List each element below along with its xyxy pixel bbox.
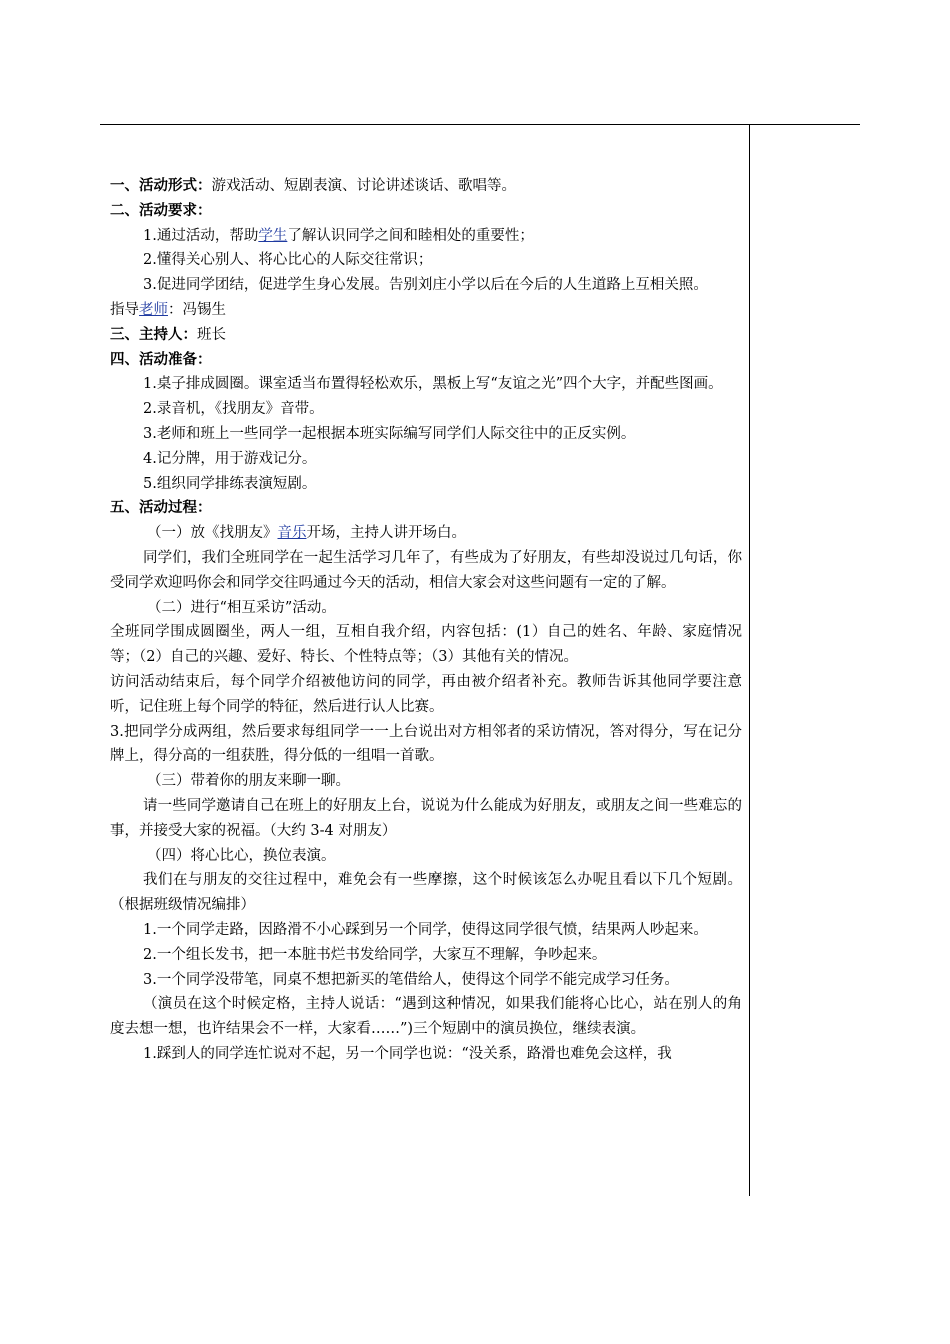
section-activity-requirements — [110, 199, 742, 224]
guide-teacher: 指导老师：冯锡生 — [110, 301, 226, 318]
paragraph-opening: 同学们，我们全班同学在一起生活学习几年了，有些成为了好朋友，有些却没说过几句话，你受同学欢迎吗你会和同学交往吗通过今天的活动，相信大家会对这些问题有一定的了解。 — [110, 549, 742, 591]
table-right-border — [749, 124, 750, 1196]
step-1: （一）放《找朋友》音乐开场，主持人讲开场白。 — [147, 525, 466, 542]
section-heading: 三、主持人： — [110, 325, 197, 343]
prep-5: 5.组织同学排练表演短剧。 — [143, 475, 317, 492]
section-heading: 一、活动形式： — [110, 177, 212, 194]
requirement-1: 1.通过活动，帮助学生了解认识同学之间和睦相处的重要性； — [143, 227, 534, 244]
section-process — [110, 496, 742, 521]
paragraph-friends: 请一些同学邀请自己在班上的好朋友上台，说说为什么能成为好朋友，或朋友之间一些难忘的事，并接受大家的祝福。（大约 3-4 对朋友） — [110, 797, 742, 839]
document-body — [110, 174, 742, 1067]
section-heading: 五、活动过程： — [110, 499, 212, 517]
section-heading: 四、活动准备： — [110, 350, 212, 368]
skit-2: 2.一个组长发书，把一本脏书烂书发给同学，大家互不理解，争吵起来。 — [143, 946, 607, 963]
prep-3: 3.老师和班上一些同学一起根据本班实际编写同学们人际交往中的正反实例。 — [143, 425, 636, 442]
paragraph-skits: 我们在与朋友的交往过程中，难免会有一些摩擦，这个时候该怎么办呢且看以下几个短剧。（根据班级情况编排） — [110, 872, 742, 914]
step-4: （四）将心比心，换位表演。 — [147, 847, 336, 864]
prep-4: 4.记分牌，用于游戏记分。 — [143, 450, 317, 467]
prep-1: 1.桌子排成圆圈。课室适当布置得轻松欢乐，黑板上写“友谊之光”四个大字，并配些图画。 — [143, 376, 723, 393]
paragraph-freeze: （演员在这个时候定格，主持人说话：“遇到这种情况，如果我们能将心比心，站在别人的角度去想一想，也许结果会不一样，大家看……”)三个短剧中的演员换位，继续表演。 — [110, 996, 742, 1038]
swap-1: 1.踩到人的同学连忙说对不起，另一个同学也说：“没关系，路滑也难免会这样，我 — [143, 1045, 672, 1062]
paragraph-introduce: 访问活动结束后，每个同学介绍被他访问的同学，再由被介绍者补充。教师告诉其他同学要注意听，记住班上每个同学的特征，然后进行认人比赛。 — [110, 673, 742, 715]
table-top-border — [100, 124, 860, 125]
link-teacher[interactable]: 老师 — [139, 301, 168, 318]
requirement-3: 3.促进同学团结，促进学生身心发展。告别刘庄小学以后在今后的人生道路上互相关照。 — [143, 277, 708, 294]
paragraph-groups: 3.把同学分成两组，然后要求每组同学一一上台说出对方相邻者的采访情况，答对得分，写在记分牌上，得分高的一组获胜，得分低的一组唱一首歌。 — [110, 723, 742, 765]
section-host: 三、主持人：班长 — [110, 325, 226, 343]
section-activity-form: 一、活动形式：游戏活动、短剧表演、讨论讲述谈话、歌唱等。 — [110, 177, 516, 194]
step-3: （三）带着你的朋友来聊一聊。 — [147, 773, 350, 790]
prep-2: 2.录音机，《找朋友》音带。 — [143, 401, 324, 418]
link-student[interactable]: 学生 — [258, 227, 288, 244]
requirement-2: 2.懂得关心别人、将心比心的人际交往常识； — [143, 252, 433, 269]
section-heading: 二、活动要求： — [110, 201, 212, 219]
skit-1: 1.一个同学走路，因路滑不小心踩到另一个同学，使得这同学很气愤，结果两人吵起来。 — [143, 921, 708, 938]
link-music[interactable]: 音乐 — [277, 525, 307, 542]
skit-3: 3.一个同学没带笔，同桌不想把新买的笔借给人，使得这个同学不能完成学习任务。 — [143, 971, 679, 988]
step-2: （二）进行“相互采访”活动。 — [147, 599, 336, 616]
paragraph-interview: 全班同学围成圆圈坐，两人一组，互相自我介绍，内容包括：(1）自己的姓名、年龄、家庭情况等；（2）自己的兴趣、爱好、特长、个性特点等；（3）其他有关的情况。 — [110, 624, 742, 666]
section-preparation — [110, 348, 742, 373]
